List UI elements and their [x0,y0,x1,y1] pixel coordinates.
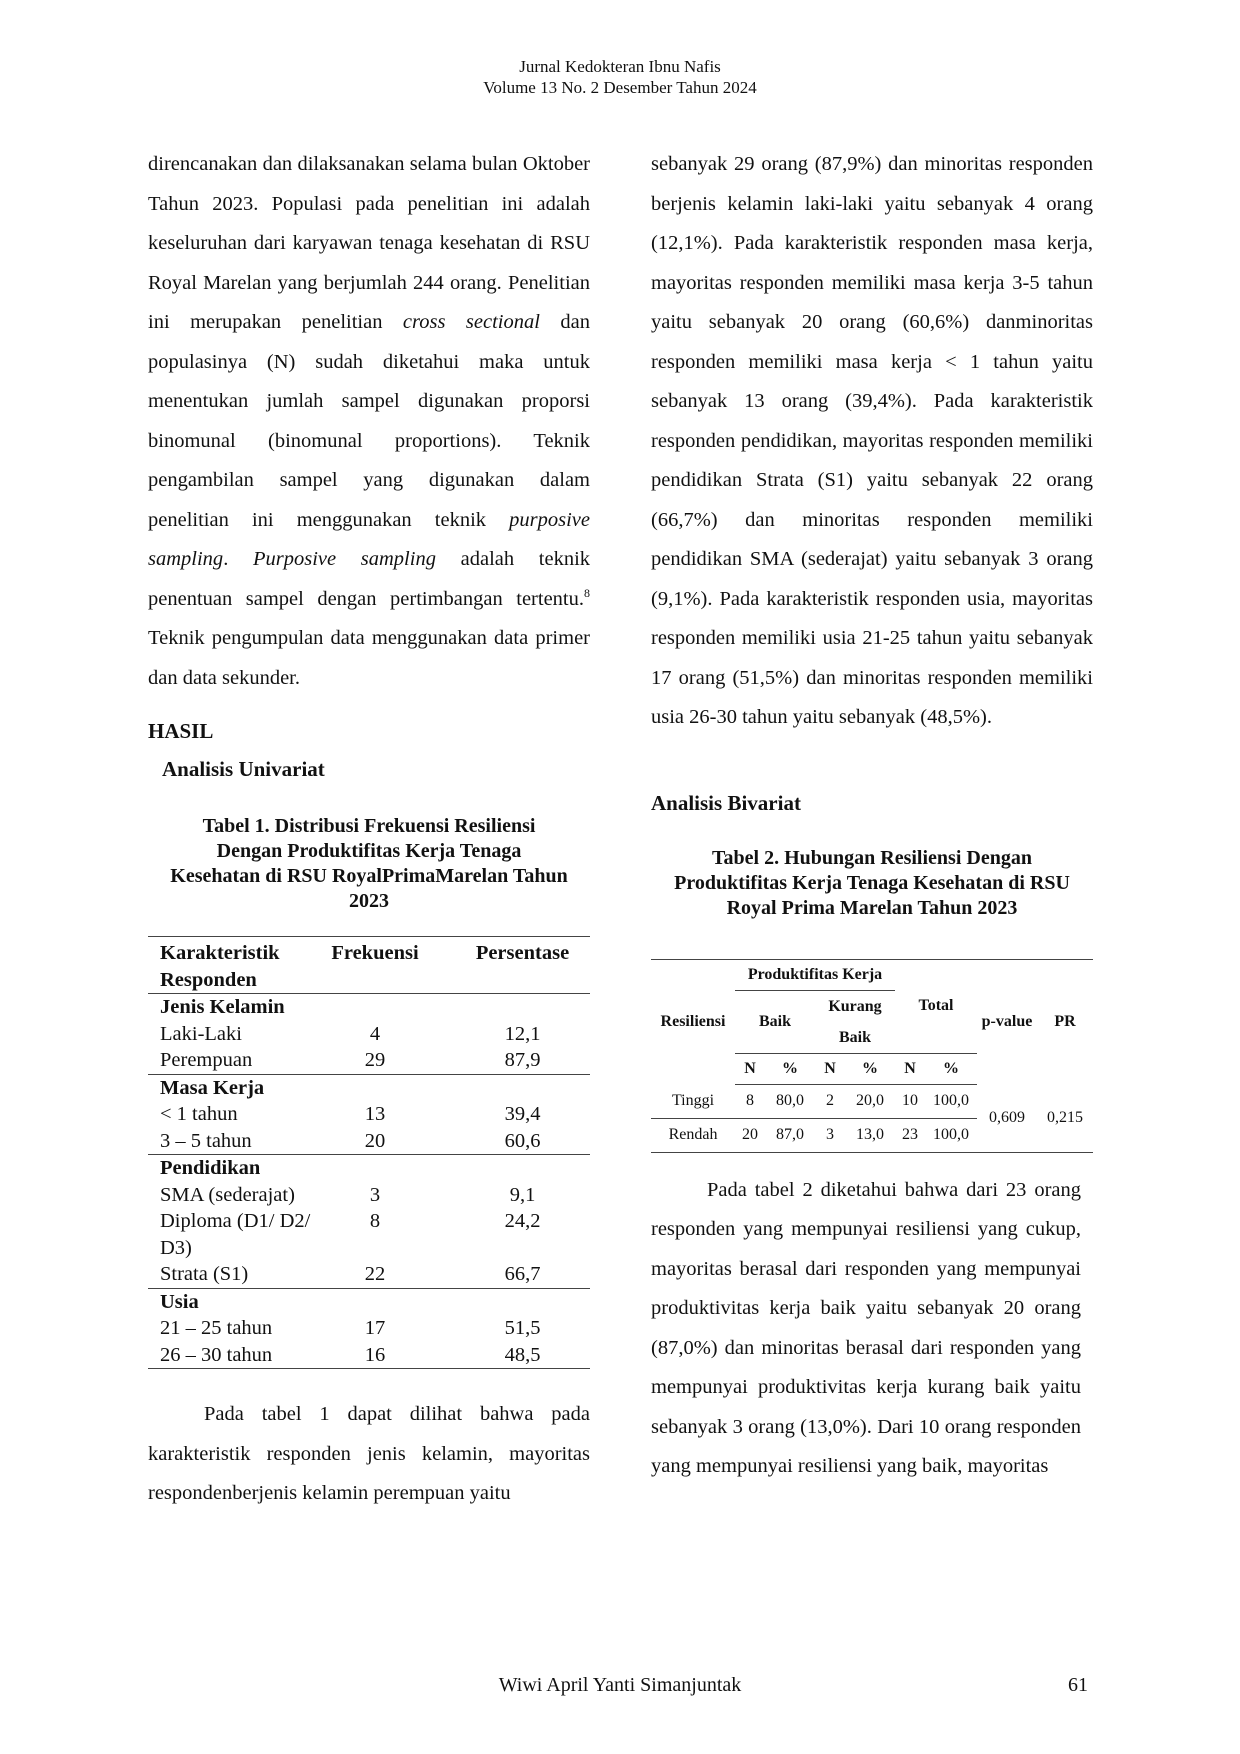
table-row: Laki-Laki 4 12,1 [160,1022,541,1045]
table-row: Perempuan 29 87,9 [148,1047,590,1074]
table2-header-pct: % [925,1053,977,1084]
table2-header-n: N [815,1053,845,1084]
table1-group-label: Pendidikan [160,1157,261,1179]
table1-discussion-paragraph: Pada tabel 1 dapat dilihat bahwa pada karakteristik responden jenis kelamin, mayoritas respondenberjenis kelamin perempuan yaitu [148,1403,590,1504]
journal-name: Jurnal Kedokteran Ibnu Nafis [519,57,721,76]
left-column [148,145,590,1514]
table-row: 21 – 25 tahun 17 51,5 [160,1317,541,1339]
table-row: 3 – 5 tahun 20 60,6 [148,1128,590,1155]
citation-superscript: 8 [584,585,590,600]
journal-volume: Volume 13 No. 2 Desember Tahun 2024 [483,78,757,97]
methods-paragraph: direncanakan dan dilaksanakan selama bulan Oktober Tahun 2023. Populasi pada penelitian ini adalah keseluruhan dari karyawan tenaga kesehatan di RSU Royal Marelan yang berjumlah 244 orang. Penelitian ini merupakan penelitian cross sectional dan populasinya (N) sudah diketahui maka untuk menentukan jumlah sampel digunakan proporsi binomunal (binomunal proportions). Teknik pengambilan sampel yang digunakan dalam penelitian ini menggunakan teknik purposive sampling. Purposive sampling adalah teknik penentuan sampel dengan pertimbangan tertentu.$^8$ Teknik pengumpulan data menggunakan data primer dan data sekunder. [148,153,591,689]
table1 [148,936,590,1369]
table-row: 26 – 30 tahun 16 48,5 [148,1342,590,1369]
table-row: < 1 tahun 13 39,4 [160,1103,541,1125]
table-row: Rendah 20 87,0 3 13,0 23 100,0 [651,1118,1093,1152]
table2-header-produktifitas: Produktifitas Kerja [735,959,895,990]
table-row: Diploma (D1/ D2/ D3) 8 24,2 [160,1210,541,1259]
table2-pvalue: 0,609 [977,1084,1037,1152]
table-row: Tinggi 8 80,0 2 20,0 10 100,0 0,609 0,215 [651,1084,1093,1118]
table2-pr: 0,215 [1037,1084,1093,1152]
table1-group-label: Jenis Kelamin [160,996,285,1018]
table2-header-pr: PR [1037,959,1093,1084]
subsection-heading-univariat: Analisis Univariat [162,757,325,781]
table1-header: Persentase [425,937,590,994]
table2-header-total: Total [895,959,977,1053]
table2-discussion-paragraph: Pada tabel 2 diketahui bahwa dari 23 orang responden yang mempunyai resiliensi yang cukup, mayoritas berasal dari responden yang mempunyai produktivitas kerja baik yaitu sebanyak 20 orang (87,0%) dan minoritas berasal dari responden yang mempunyai produktivitas kerja kurang baik yaitu sebanyak 3 orang (13,0%). Dari 10 orang responden yang mempunyai resiliensi yang baik, mayoritas [651,1178,1081,1477]
table2-header-pct: % [765,1053,815,1084]
footer-author: Wiwi April Yanti Simanjuntak [498,1674,742,1696]
table2-caption: Tabel 2. Hubungan Resiliensi Dengan Produktifitas Kerja Tenaga Kesehatan di RSU Royal Prima Marelan Tahun 2023 [674,846,1070,919]
table1-group-label: Masa Kerja [160,1076,265,1099]
table2-header-kurang-baik: Kurang Baik [828,997,882,1046]
table2-header-pvalue: p-value [977,959,1037,1084]
table1-header: Frekuensi [325,937,425,994]
right-column [651,145,1093,1487]
table-row: Strata (S1) 22 66,7 [148,1261,590,1288]
subsection-heading-bivariat: Analisis Bivariat [651,790,801,815]
table2-header-baik: Baik [758,1012,791,1030]
table2-header-pct: % [845,1053,895,1084]
page-number: 61 [1068,1674,1088,1696]
running-header [0,56,1240,98]
table2 [651,959,1093,1153]
table2-header-n: N [735,1053,765,1084]
table1-results-paragraph: sebanyak 29 orang (87,9%) dan minoritas responden berjenis kelamin laki-laki yaitu sebanyak 4 orang (12,1%). Pada karakteristik responden masa kerja, mayoritas responden memiliki masa kerja 3-5 tahun yaitu sebanyak 20 orang (60,6%) danminoritas responden memiliki masa kerja < 1 tahun yaitu sebanyak 13 orang (39,4%). Pada karakteristik responden pendidikan, mayoritas responden memiliki pendidikan Strata (S1) yaitu sebanyak 22 orang (66,7%) dan minoritas responden memiliki pendidikan SMA (sederajat) yaitu sebanyak 3 orang (9,1%). Pada karakteristik responden usia, mayoritas responden memiliki usia 21-25 tahun yaitu sebanyak 17 orang (51,5%) dan minoritas responden memiliki usia 26-30 tahun yaitu sebanyak (48,5%). [651,153,1093,728]
table2-header-resiliensi: Resiliensi [651,959,735,1084]
table1-caption: Tabel 1. Distribusi Frekuensi Resiliensi Dengan Produktifitas Kerja Tenaga Kesehatan di RSU RoyalPrimaMarelan Tahun 2023 [170,815,568,912]
table2-header-n: N [895,1053,925,1084]
table-row: SMA (sederajat) 3 9,1 [160,1183,536,1206]
table1-header: Karakteristik Responden [148,937,325,994]
table1-group-label: Usia [160,1290,199,1313]
section-heading-hasil: HASIL [148,719,214,743]
